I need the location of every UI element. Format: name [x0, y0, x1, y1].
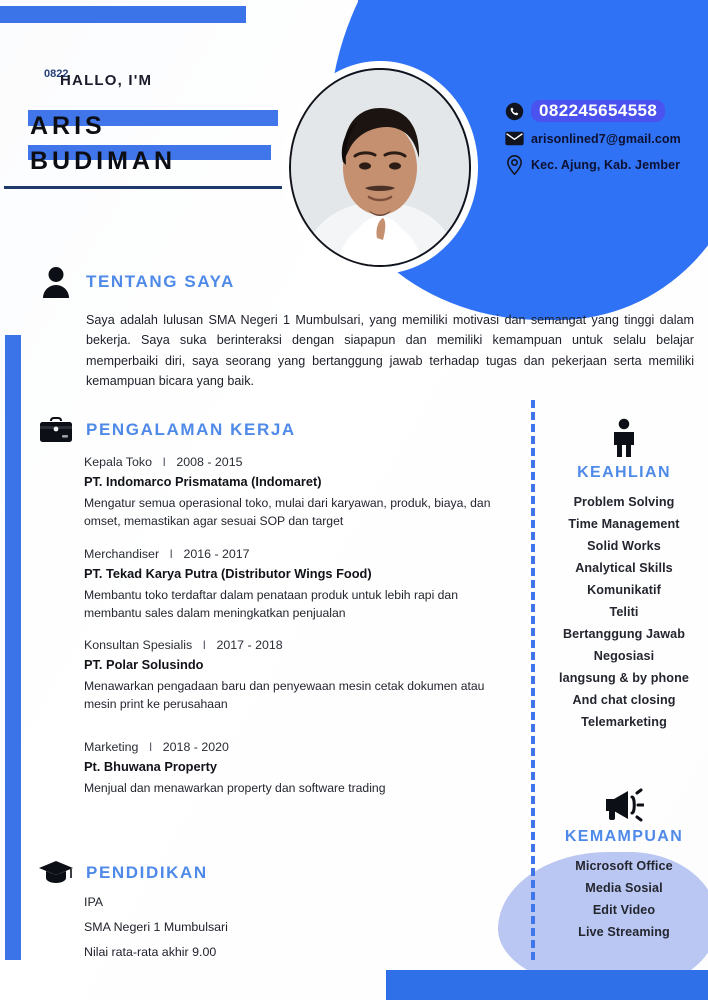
briefcase-icon	[36, 410, 76, 450]
ability-item: Edit Video	[592, 903, 656, 917]
skill-item: Problem Solving	[573, 495, 675, 509]
graduation-cap-icon	[36, 853, 76, 893]
whatsapp-icon	[505, 102, 524, 121]
experience-role-line	[84, 455, 514, 469]
about-text: Saya adalah lulusan SMA Negeri 1 Mumbulsari, yang memiliki motivasi dan semangat yang tinggi dalam bekerja. Saya suka berinteraksi dengan siapapun dan memiliki kemampuan untuk selalu belajar memperbaiki diri, saya seorang yang bertanggung jawab terhadap tugas dan pekerjaan serta memiliki kemampuan bicara yang baik.	[86, 313, 694, 389]
abilities-section	[540, 788, 708, 947]
experience-period: 2008 - 2015	[176, 455, 243, 469]
experience-item	[84, 455, 514, 531]
envelope-icon	[505, 129, 524, 148]
experience-company: Pt. Bhuwana Property	[84, 758, 217, 774]
experience-role-line	[84, 547, 514, 561]
skill-item: And chat closing	[572, 693, 676, 707]
skill-item: Bertanggung Jawab	[562, 627, 686, 641]
map-pin-icon	[505, 155, 524, 174]
skills-section	[540, 418, 708, 737]
experience-role: Marketing	[84, 739, 139, 754]
skill-item: Telemarketing	[581, 715, 667, 729]
experience-role-line	[84, 740, 514, 754]
ability-item: Media Sosial	[585, 881, 663, 895]
experience-period: 2016 - 2017	[183, 546, 250, 561]
experience-role: Konsultan Spesialis	[84, 638, 193, 653]
first-name: ARIS	[30, 112, 106, 140]
experience-separator: I	[148, 739, 153, 754]
skill-item: Time Management	[568, 517, 680, 531]
top-left-accent-bar	[0, 6, 246, 23]
about-title: TENTANG SAYA	[86, 272, 235, 291]
skill-item: langsung & by phone	[559, 671, 689, 685]
experience-item	[84, 638, 514, 714]
bottom-accent-bar	[386, 970, 708, 1000]
education-line: SMA Negeri 1 Mumbulsari	[84, 920, 228, 934]
megaphone-icon	[540, 788, 708, 822]
experience-period: 2017 - 2018	[216, 638, 283, 653]
experience-title: PENGALAMAN KERJA	[86, 420, 296, 439]
phone-number: 082245654558	[531, 100, 665, 122]
experience-role: Kepala Toko	[84, 455, 152, 469]
experience-item	[84, 547, 514, 623]
experience-company: PT. Polar Solusindo	[84, 657, 204, 673]
skill-item: Negosiasi	[593, 649, 655, 663]
skill-item: Solid Works	[587, 539, 661, 553]
skill-item: Analytical Skills	[575, 561, 673, 575]
education-title: PENDIDIKAN	[86, 863, 208, 882]
person-standing-icon	[540, 418, 708, 458]
avatar	[289, 68, 471, 267]
person-icon	[36, 262, 76, 302]
experience-separator: I	[169, 546, 173, 561]
experience-separator: I	[202, 638, 207, 653]
contact-phone-row[interactable]	[505, 100, 701, 122]
experience-description: Membantu toko terdaftar dalam penataan produk untuk lebih rapi dan membantu sales dalam meningkatkan penjualan	[84, 587, 458, 620]
contact-location-row	[505, 155, 701, 174]
location-text: Kec. Ajung, Kab. Jember	[531, 157, 681, 172]
education-list	[84, 895, 484, 970]
skill-item: Teliti	[609, 605, 639, 619]
left-vertical-accent-bar	[5, 335, 21, 960]
skill-item: Komunikatif	[587, 583, 661, 597]
experience-role: Merchandiser	[84, 546, 160, 561]
contact-email-row[interactable]	[505, 129, 701, 148]
skills-title: KEAHLIAN	[577, 464, 671, 481]
ghost-phone-fragment: 0822	[44, 68, 69, 80]
header-rule	[4, 186, 282, 189]
education-section-header	[36, 853, 208, 893]
experience-description: Menjual dan menawarkan property dan software trading	[84, 780, 386, 795]
education-line: Nilai rata-rata akhir 9.00	[84, 945, 217, 959]
email-address: arisonlined7@gmail.com	[531, 131, 681, 146]
last-name: BUDIMAN	[30, 147, 177, 175]
experience-period: 2018 - 2020	[162, 739, 229, 754]
experience-company: PT. Tekad Karya Putra (Distributor Wings Food)	[84, 565, 372, 581]
contact-block	[505, 100, 701, 181]
experience-role-line	[84, 638, 514, 652]
experience-section-header	[36, 410, 296, 450]
ability-item: Microsoft Office	[575, 859, 673, 873]
column-divider	[531, 400, 535, 960]
experience-item	[84, 740, 514, 797]
experience-company: PT. Indomarco Prismatama (Indomaret)	[84, 474, 322, 489]
education-line: IPA	[84, 895, 104, 909]
experience-description: Mengatur semua operasional toko, mulai dari karyawan, produk, biaya, dan omset, memastikan agar sesuai SOP dan target	[84, 496, 491, 529]
experience-list	[84, 455, 514, 813]
experience-separator: I	[162, 455, 166, 469]
ability-item: Live Streaming	[578, 925, 670, 939]
about-section-header	[36, 262, 235, 302]
greeting-label: HALLO, I'M	[60, 72, 153, 89]
experience-description: Menawarkan pengadaan baru dan penyewaan mesin cetak dokumen atau mesin print ke perusahaan	[84, 679, 485, 712]
abilities-title: KEMAMPUAN	[564, 828, 684, 845]
